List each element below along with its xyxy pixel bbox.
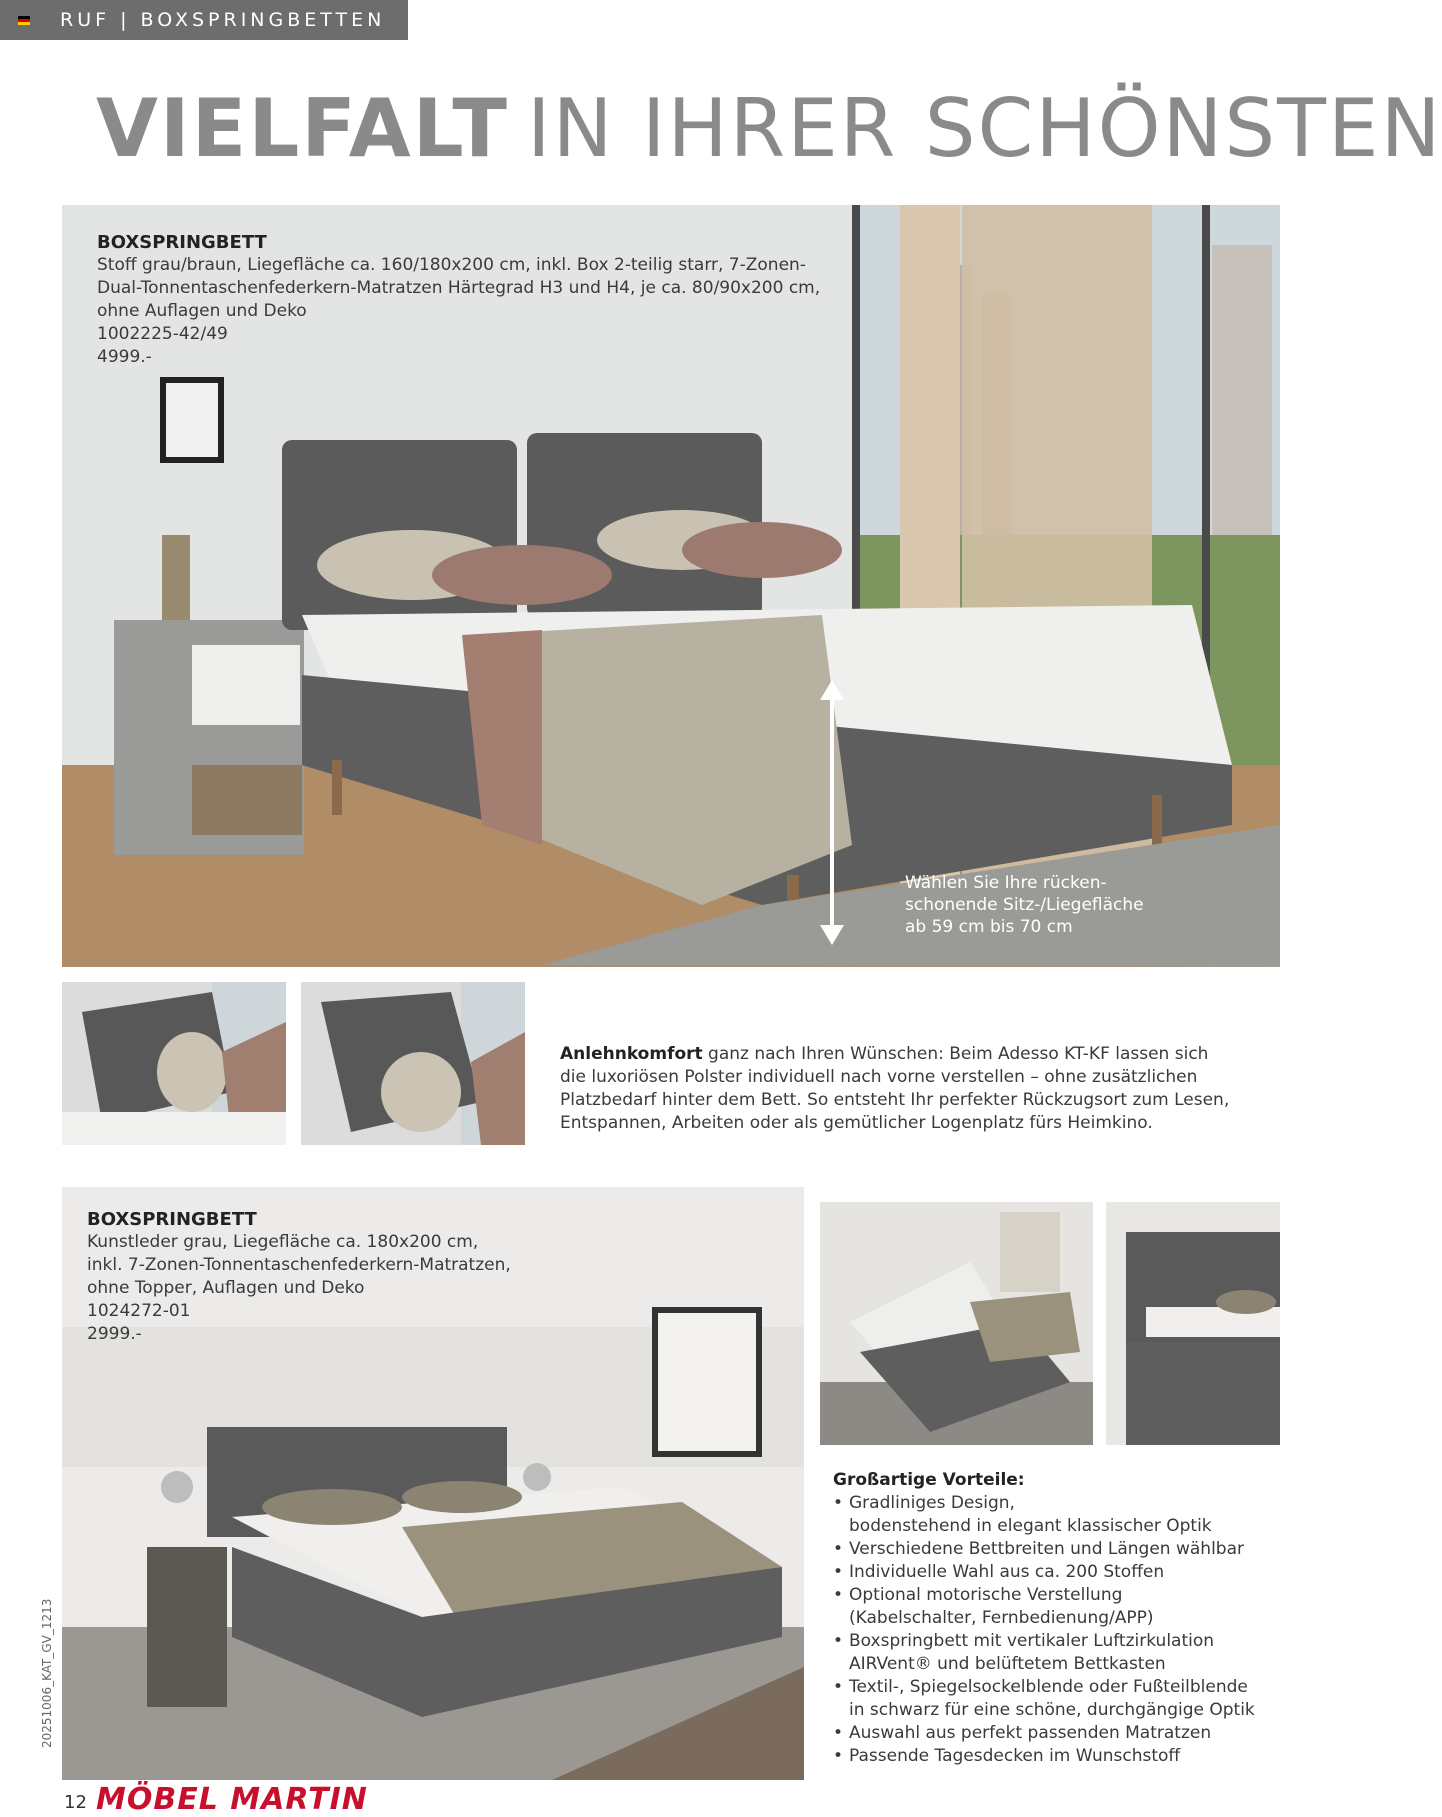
product1-article-number: 1002225-42/49 [97,324,228,344]
height-note-line: ab 59 cm bis 70 cm [905,917,1073,937]
product1-title: BOXSPRINGBETT [97,232,267,253]
comfort-line: die luxoriösen Polster individuell nach vorne verstellen – ohne zusätzlichen [560,1067,1198,1087]
advantage-item: • Passende Tagesdecken im Wunschstoff [833,1745,1273,1768]
section-tag-label: RUF | BOXSPRINGBETTEN [60,9,386,31]
product2-line: inkl. 7-Zonen-Tonnentaschenfederkern-Matratzen, [87,1255,511,1275]
advantage-item: • Individuelle Wahl aus ca. 200 Stoffen [833,1561,1273,1584]
headboard-illustration-2 [301,982,525,1145]
flag-icon [18,16,30,25]
headboard-detail-photo [1106,1202,1280,1445]
comfort-bold: Anlehnkomfort [560,1044,703,1064]
comfort-line: ganz nach Ihren Wünschen: Beim Adesso KT-KF lassen sich [702,1044,1209,1064]
advantage-item: • Optional motorische Verstellung (Kabelschalter, Fernbedienung/APP) [833,1584,1273,1630]
catalog-code: 20251006_KAT_GV_1213 [40,1598,54,1748]
product2-price: 2999.- [87,1324,142,1344]
height-note-line: Wählen Sie Ihre rücken- [905,873,1107,893]
product1-line: Dual-Tonnentaschenfederkern-Matratzen Härtegrad H3 und H4, je ca. 80/90x200 cm, [97,278,821,298]
advantages-title: Großartige Vorteile: [833,1470,1025,1490]
product2-line: ohne Topper, Auflagen und Deko [87,1278,365,1298]
advantage-item: • Textil-, Spiegelsockelblende oder Fußteilblende in schwarz für eine schöne, durchgängige Optik [833,1676,1273,1722]
brand-logo [96,1782,368,1817]
advantage-item: • Verschiedene Bettbreiten und Längen wählbar [833,1538,1273,1561]
comfort-line: Platzbedarf hinter dem Bett. So entsteht Ihr perfekter Rückzugsort zum Lesen, [560,1090,1230,1110]
storage-box-photo [820,1202,1093,1445]
advantage-item: • Auswahl aus perfekt passenden Matratzen [833,1722,1273,1745]
product1-line: Stoff grau/braun, Liegefläche ca. 160/180x200 cm, inkl. Box 2-teilig starr, 7-Zonen- [97,255,806,275]
product1-line: ohne Auflagen und Deko [97,301,307,321]
detail-photo-1 [62,982,286,1145]
advantage-item: • Boxspringbett mit vertikaler Luftzirkulation AIRVent® und belüftetem Bettkasten [833,1630,1273,1676]
detail-photo-2 [301,982,525,1145]
product2-caption [87,1208,587,1346]
comfort-text [560,1043,1260,1135]
headline-light: IN IHRER SCHÖNSTEN [527,82,1442,175]
advantage-item: • Gradliniges Design, bodenstehend in elegant klassischer Optik [833,1492,1273,1538]
page-number: 12 [64,1792,87,1813]
product1-price: 4999.- [97,347,152,367]
height-note [905,872,1144,938]
height-note-line: schonende Sitz-/Liegefläche [905,895,1144,915]
product2-title: BOXSPRINGBETT [87,1209,257,1230]
headline-bold: VIELFALT [96,82,509,175]
comfort-line: Entspannen, Arbeiten oder als gemütlicher Logenplatz fürs Heimkino. [560,1113,1153,1133]
product2-article-number: 1024272-01 [87,1301,191,1321]
page-headline [96,82,1442,175]
product1-caption [97,231,857,369]
brand-logo-text: MÖBEL MARTIN [96,1782,368,1817]
headboard-illustration-1 [62,982,286,1145]
section-tag [0,0,408,40]
headboard-detail-illustration [1106,1202,1280,1445]
advantages-items [833,1492,1273,1768]
storage-box-illustration [820,1202,1093,1445]
advantages-list [833,1469,1273,1768]
product2-line: Kunstleder grau, Liegefläche ca. 180x200 cm, [87,1232,479,1252]
